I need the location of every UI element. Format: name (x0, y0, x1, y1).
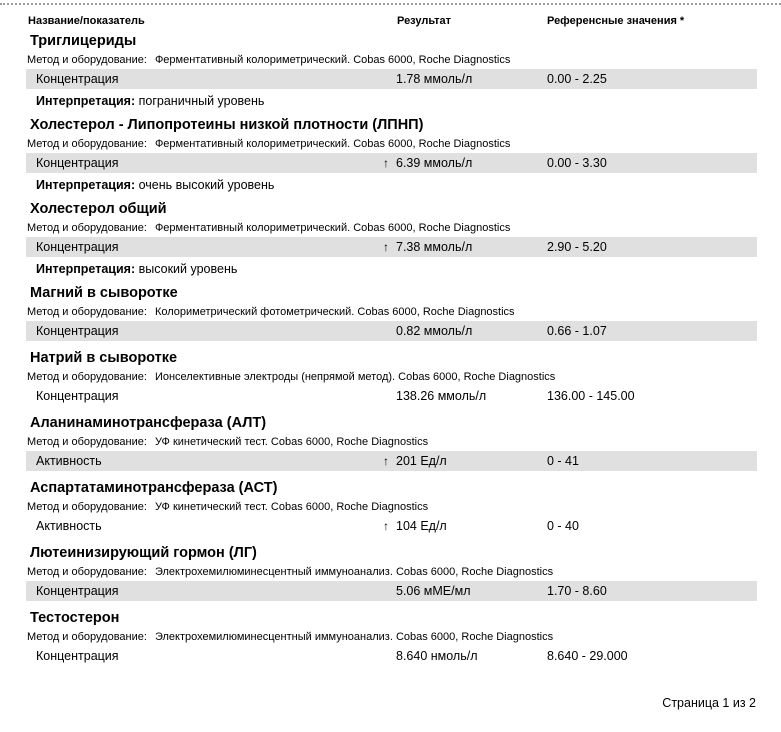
result-value: 6.39 ммоль/л (396, 156, 473, 170)
method-line (27, 436, 781, 448)
result-cell (383, 519, 547, 533)
interpretation-label: Интерпретация: (36, 94, 136, 108)
result-row (26, 646, 757, 666)
interpretation-text: очень высокий уровень (138, 178, 275, 192)
test-title: Аспартатаминотрансфераза (АСТ) (30, 480, 278, 496)
parameter-name: Активность (36, 454, 102, 468)
test-section (0, 545, 781, 601)
column-header-result: Результат (397, 15, 452, 27)
result-value: 104 Ед/л (396, 519, 447, 533)
interpretation-label: Интерпретация: (36, 178, 136, 192)
result-row (26, 237, 757, 257)
arrow-up-icon: ↑ (383, 454, 389, 468)
method-value: Электрохемилюминесцентный иммуноанализ. Cobas 6000, Roche Diagnostics (154, 631, 554, 643)
parameter-name: Концентрация (36, 240, 119, 254)
result-cell (383, 156, 547, 170)
column-header-name: Название/показатель (28, 15, 145, 27)
method-value: Ферментативный колориметрический. Cobas 6000, Roche Diagnostics (154, 222, 511, 234)
reference-range: 0.66 - 1.07 (547, 324, 607, 338)
reference-range: 1.70 - 8.60 (547, 584, 607, 598)
result-row (26, 451, 757, 471)
method-label: Метод и оборудование: (27, 222, 147, 234)
test-section (0, 285, 781, 341)
lab-report-page (0, 3, 781, 732)
method-line (27, 222, 781, 234)
result-value: 0.82 ммоль/л (396, 324, 473, 338)
result-cell (383, 389, 547, 403)
interpretation-line (36, 263, 781, 276)
arrow-up-icon: ↑ (383, 240, 389, 254)
method-value: УФ кинетический тест. Cobas 6000, Roche Diagnostics (154, 436, 429, 448)
parameter-name: Концентрация (36, 72, 119, 86)
result-row (26, 153, 757, 173)
column-header-reference: Референсные значения * (547, 15, 685, 27)
test-title: Магний в сыворотке (30, 285, 178, 301)
reference-range: 0 - 41 (547, 454, 579, 468)
method-label: Метод и оборудование: (27, 54, 147, 66)
result-row (26, 581, 757, 601)
method-label: Метод и оборудование: (27, 631, 147, 643)
result-value: 8.640 нмоль/л (396, 649, 478, 663)
reference-range: 136.00 - 145.00 (547, 389, 635, 403)
result-cell (383, 240, 547, 254)
interpretation-label: Интерпретация: (36, 262, 136, 276)
result-row (26, 69, 757, 89)
method-value: Ионселективные электроды (непрямой метод). Cobas 6000, Roche Diagnostics (154, 371, 556, 383)
parameter-name: Концентрация (36, 156, 119, 170)
method-line (27, 566, 781, 578)
method-line (27, 306, 781, 318)
test-section (0, 33, 781, 108)
method-label: Метод и оборудование: (27, 501, 147, 513)
method-label: Метод и оборудование: (27, 138, 147, 150)
method-line (27, 631, 781, 643)
parameter-name: Концентрация (36, 584, 119, 598)
method-value: Ферментативный колориметрический. Cobas 6000, Roche Diagnostics (154, 54, 511, 66)
arrow-up-icon: ↑ (383, 156, 389, 170)
test-title: Триглицериды (30, 33, 137, 49)
result-cell (383, 324, 547, 338)
result-value: 138.26 ммоль/л (396, 389, 487, 403)
arrow-up-icon: ↑ (383, 519, 389, 533)
reference-range: 0.00 - 3.30 (547, 156, 607, 170)
test-section (0, 415, 781, 471)
test-section (0, 480, 781, 536)
method-value: УФ кинетический тест. Cobas 6000, Roche Diagnostics (154, 501, 429, 513)
parameter-name: Концентрация (36, 389, 119, 403)
interpretation-line (36, 179, 781, 192)
method-line (27, 54, 781, 66)
result-value: 1.78 ммоль/л (396, 72, 473, 86)
test-section (0, 201, 781, 276)
interpretation-text: пограничный уровень (138, 94, 265, 108)
reference-range: 8.640 - 29.000 (547, 649, 628, 663)
test-title: Холестерол общий (30, 201, 167, 217)
reference-range: 2.90 - 5.20 (547, 240, 607, 254)
method-line (27, 371, 781, 383)
method-value: Ферментативный колориметрический. Cobas 6000, Roche Diagnostics (154, 138, 511, 150)
result-row (26, 386, 757, 406)
results-list (0, 33, 781, 666)
reference-range: 0.00 - 2.25 (547, 72, 607, 86)
method-line (27, 501, 781, 513)
test-title: Тестостерон (30, 610, 120, 626)
result-cell (383, 649, 547, 663)
result-value: 7.38 ммоль/л (396, 240, 473, 254)
result-cell (383, 584, 547, 598)
result-value: 5.06 мМЕ/мл (396, 584, 471, 598)
test-section (0, 117, 781, 192)
test-section (0, 350, 781, 406)
result-value: 201 Ед/л (396, 454, 447, 468)
result-row (26, 516, 757, 536)
parameter-name: Концентрация (36, 649, 119, 663)
result-cell (383, 454, 547, 468)
table-header (0, 5, 781, 28)
reference-range: 0 - 40 (547, 519, 579, 533)
result-row (26, 321, 757, 341)
method-label: Метод и оборудование: (27, 436, 147, 448)
result-cell (383, 72, 547, 86)
interpretation-line (36, 95, 781, 108)
test-section (0, 610, 781, 666)
test-title: Холестерол - Липопротеины низкой плотности (ЛПНП) (30, 117, 424, 133)
method-label: Метод и оборудование: (27, 566, 147, 578)
interpretation-text: высокий уровень (138, 262, 238, 276)
test-title: Аланинаминотрансфераза (АЛТ) (30, 415, 267, 431)
page-number: Страница 1 из 2 (662, 696, 756, 710)
method-label: Метод и оборудование: (27, 371, 147, 383)
method-value: Электрохемилюминесцентный иммуноанализ. Cobas 6000, Roche Diagnostics (154, 566, 554, 578)
method-line (27, 138, 781, 150)
method-label: Метод и оборудование: (27, 306, 147, 318)
parameter-name: Концентрация (36, 324, 119, 338)
test-title: Натрий в сыворотке (30, 350, 178, 366)
method-value: Колориметрический фотометрический. Cobas 6000, Roche Diagnostics (154, 306, 515, 318)
test-title: Лютеинизирующий гормон (ЛГ) (30, 545, 257, 561)
parameter-name: Активность (36, 519, 102, 533)
